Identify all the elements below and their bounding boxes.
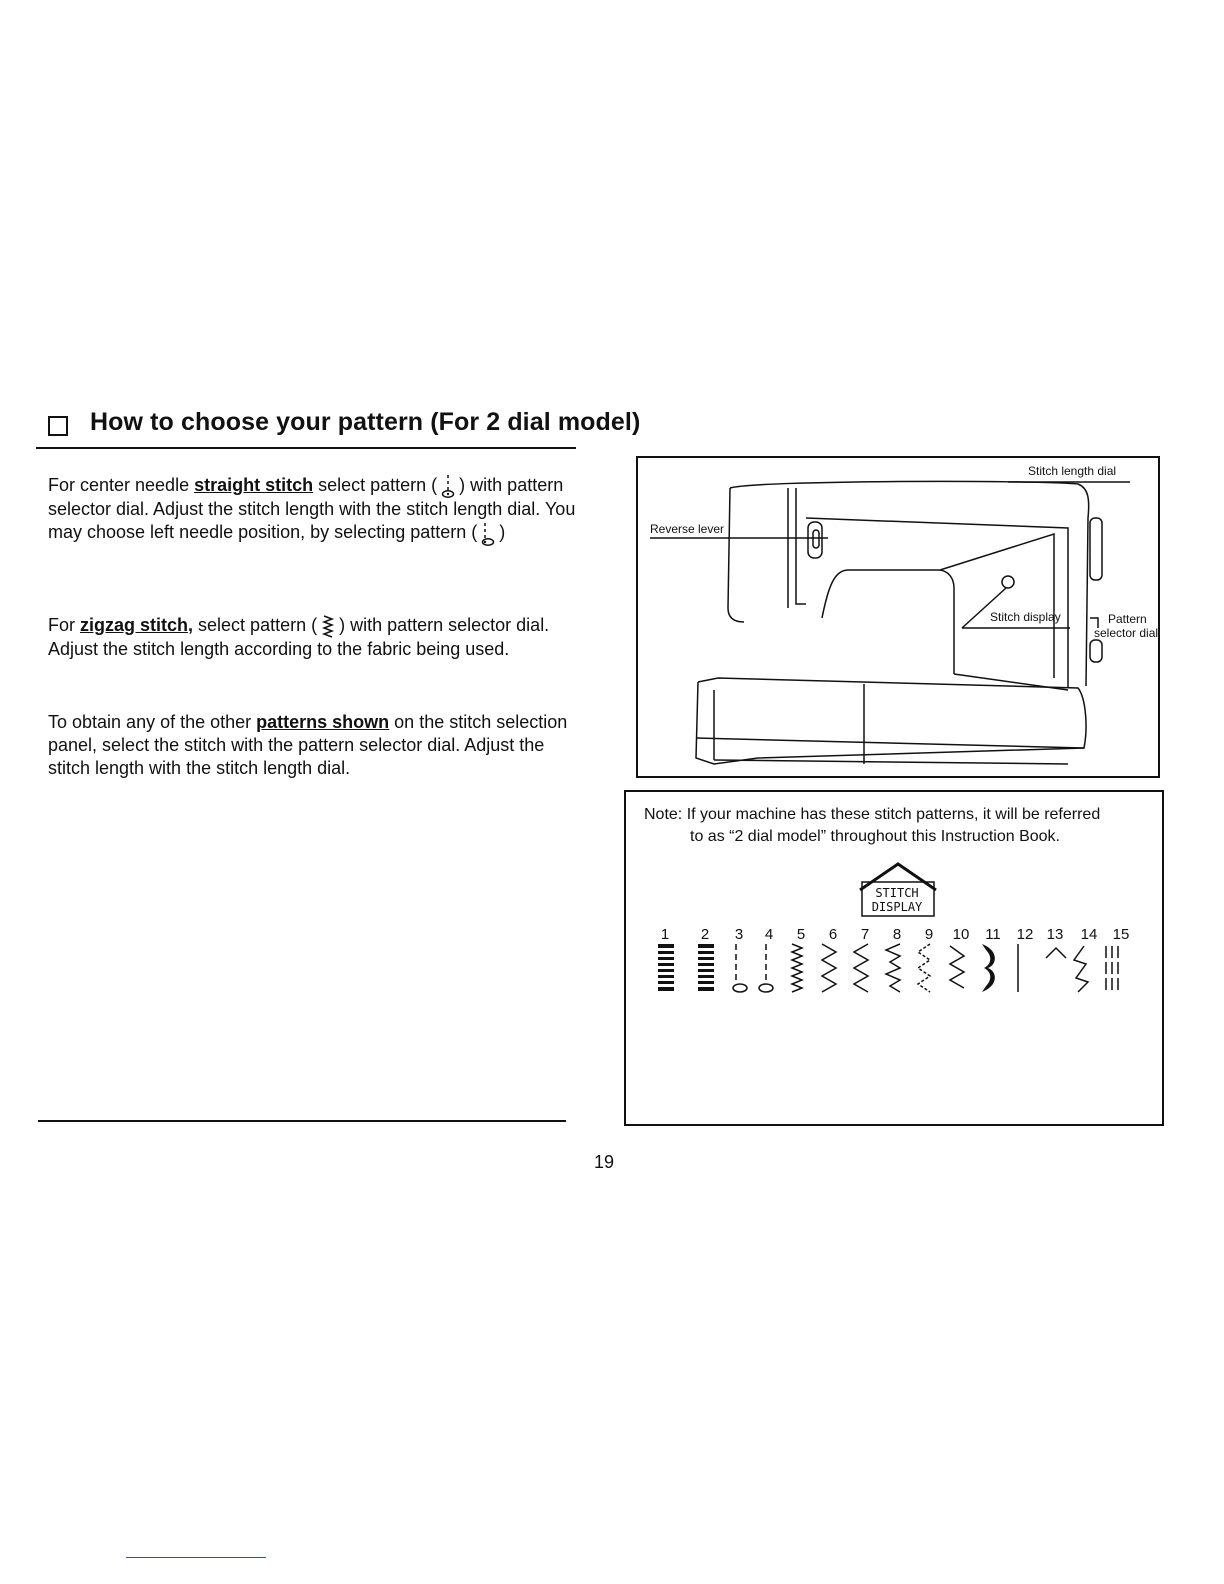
elastic-stitch-icon <box>950 946 964 988</box>
scallop-stitch-icon <box>982 944 995 992</box>
page-number: 19 <box>593 1152 615 1172</box>
zigzag-stitch-icon <box>320 614 336 638</box>
sewing-machine-drawing <box>638 458 1158 776</box>
center-straight-stitch-icon <box>759 944 773 992</box>
badge-text-display: DISPLAY <box>871 900 923 914</box>
left-straight-stitch-icon <box>733 944 747 992</box>
paragraph-zigzag-stitch <box>48 614 588 661</box>
stitch-pattern-icons <box>646 942 1146 1002</box>
note-text-line1: Note: If your machine has these stitch patterns, it will be referred <box>644 806 1101 823</box>
p2-emphasis: zigzag stitch, <box>80 615 194 635</box>
stitch-number: 13 <box>1046 926 1064 943</box>
note-text-line2: to as “2 dial model” throughout this Instruction Book. <box>690 828 1060 845</box>
footer-link-underline <box>126 1557 266 1558</box>
triple-straight-stitch-icon <box>1106 946 1118 990</box>
stitch-number: 15 <box>1112 926 1130 943</box>
three-step-zigzag-icon <box>854 944 868 992</box>
buttonhole-stitch-icon <box>658 944 674 991</box>
stitch-number: 1 <box>660 926 670 943</box>
stitch-number: 3 <box>734 926 744 943</box>
p2-text-2: select pattern ( <box>193 615 318 635</box>
p1-emphasis: straight stitch <box>194 475 314 495</box>
note-box <box>624 790 1164 1126</box>
p2-text-1: For <box>48 615 81 635</box>
checkbox-square-icon <box>48 416 68 436</box>
stitch-number: 12 <box>1016 926 1034 943</box>
p3-text-2: on the stitch selection panel, select the stitch with the pattern selector dial. Adjust the stitch length with the stitch length dial. <box>48 712 568 778</box>
p3-text-1: To obtain any of the other <box>48 712 257 732</box>
stitch-number: 14 <box>1080 926 1098 943</box>
stitch-number: 9 <box>924 926 934 943</box>
p1-text-3: ) with pattern selector dial. Adjust the stitch length with the stitch length dial. You may choose left needle position, by selecting pattern ( <box>48 475 576 543</box>
label-pattern-selector-line1: Pattern <box>1108 612 1147 626</box>
zigzag-wide-stitch-icon <box>822 944 836 992</box>
stitch-number: 7 <box>860 926 870 943</box>
paragraph-straight-stitch <box>48 474 588 546</box>
p3-emphasis: patterns shown <box>256 712 390 732</box>
dotted-zigzag-icon <box>918 944 930 992</box>
left-straight-stitch-icon <box>480 522 496 546</box>
stitch-number: 2 <box>700 926 710 943</box>
p1-text-2: select pattern ( <box>313 475 438 495</box>
stitch-number: 11 <box>985 926 1001 943</box>
section-heading <box>48 408 668 448</box>
p1-text-4: ) <box>499 522 506 543</box>
badge-text-stitch: STITCH <box>875 886 919 900</box>
multi-stitch-zigzag-icon <box>886 944 900 992</box>
buttonhole-stitch-icon <box>698 944 714 991</box>
feather-stitch-icon <box>1046 948 1066 958</box>
lightning-stitch-icon <box>1074 946 1088 992</box>
center-straight-stitch-icon <box>440 474 456 498</box>
stitch-number: 4 <box>764 926 774 943</box>
p1-text-1: For center needle <box>48 475 195 495</box>
stitch-display-badge <box>858 862 940 920</box>
stitch-number: 10 <box>952 926 970 943</box>
zigzag-stitch-icon <box>792 944 802 992</box>
heading-underline <box>36 447 576 449</box>
label-stitch-display: Stitch display <box>990 610 1061 624</box>
paragraph-other-patterns <box>48 711 588 780</box>
label-reverse-lever: Reverse lever <box>650 522 725 536</box>
label-pattern-selector-line2: selector dial <box>1094 626 1159 640</box>
stitch-number: 5 <box>796 926 806 943</box>
bottom-rule <box>38 1120 566 1122</box>
stitch-number: 6 <box>828 926 838 943</box>
sewing-machine-figure <box>636 456 1160 778</box>
stitch-number: 8 <box>892 926 902 943</box>
p2-text-3: ) with pattern selector dial. Adjust the stitch length according to the fabric being used. <box>48 615 550 660</box>
page-title: How to choose your pattern (For 2 dial model) <box>90 408 641 436</box>
label-stitch-length-dial: Stitch length dial <box>1028 464 1117 478</box>
